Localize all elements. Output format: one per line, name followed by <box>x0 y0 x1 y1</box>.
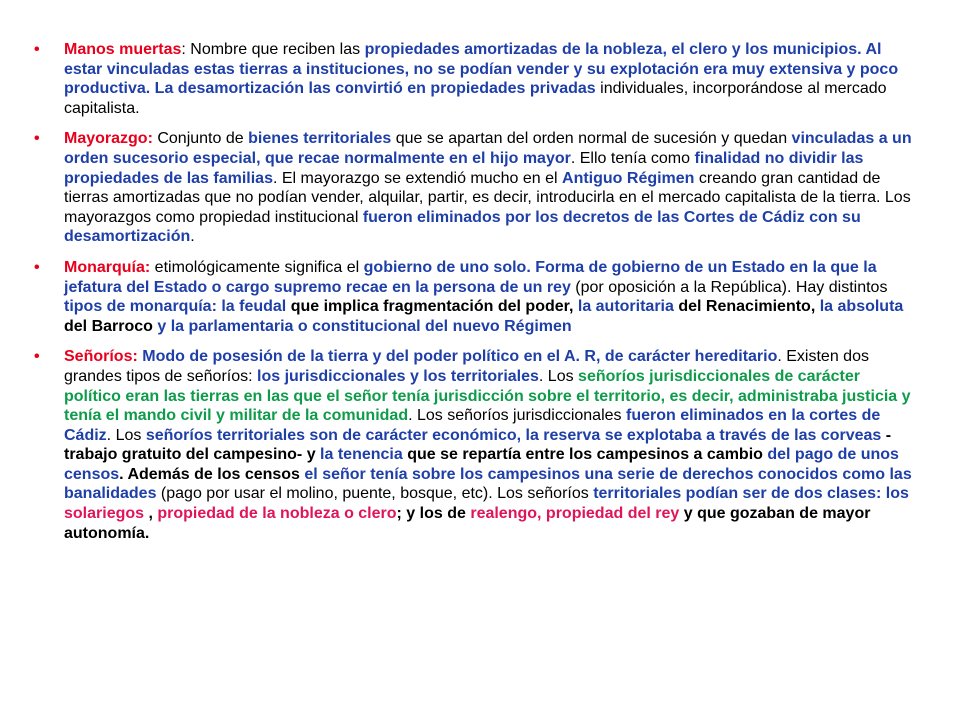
term-text-segment: bienes territoriales <box>248 130 392 148</box>
term-text-segment: realengo, propiedad del rey <box>465 505 680 523</box>
term-text-segment: Modo de posesión de la tierra y del poder político en el A. R, de carácter hereditario <box>137 348 778 366</box>
term-text-segment: finalidad no dividir las propiedades de las familias <box>64 149 864 187</box>
term-text-segment: creando gran cantidad de tierras amortizadas que no podían vender, alquilar, partir, es decir, introducirla en el mercado capitalista de la tierra. Los mayorazgos como propiedad institucional <box>64 169 911 226</box>
term-text-segment: Antiguo Régimen <box>562 169 695 187</box>
glossary-text <box>64 348 912 541</box>
term-text-segment: que se repartía entre los campesinos a cambio <box>402 446 763 464</box>
term-text-segment: . Los <box>106 426 146 444</box>
term-text-segment: del Barroco <box>64 317 153 335</box>
term-text-segment: la autoritaria <box>573 298 674 316</box>
term-text-segment: vinculadas a un orden sucesorio especial, que recae normalmente en el hijo mayor <box>64 130 912 167</box>
term-text-segment: . Los <box>538 367 579 385</box>
term-text-segment: . <box>190 228 195 246</box>
term-text-segment: . Existen dos grandes tipos de señoríos: <box>64 348 869 385</box>
term-text-segment: la absoluta <box>815 298 904 316</box>
term-text-segment: del Renacimiento, <box>673 298 816 316</box>
term-text-segment: . Ello tenía como <box>570 149 695 167</box>
term-text-segment: propiedad de la nobleza o clero <box>152 505 397 523</box>
term-text-segment: fueron eliminados en la cortes de Cádiz <box>64 407 881 444</box>
term-text-segment: - trabajo gratuito del campesino- y <box>64 426 892 464</box>
term-text-segment: que implica fragmentación del poder, <box>286 298 574 316</box>
term-text-segment: los jurisdiccionales y los territoriales <box>257 367 539 385</box>
glossary-text <box>64 259 903 335</box>
glossary-text <box>64 130 912 245</box>
term-heading: Manos muertas <box>64 41 182 58</box>
term-text-segment: gobierno de uno solo. Forma de gobierno de un Estado en la que la jefatura del Estado o cargo supremo recae en la persona de un rey <box>64 258 877 296</box>
glossary-item-manos-muertas <box>34 40 914 118</box>
term-text-segment: . El mayorazgo se extendió mucho en el <box>272 169 563 187</box>
term-text-segment: tipos de monarquía: la feudal <box>64 298 287 316</box>
term-text-segment: señoríos territoriales son de carácter económico, la reserva se explotaba a través de las corveas <box>145 426 882 444</box>
term-heading: Mayorazgo: <box>64 130 153 148</box>
bullet-icon: • <box>34 41 40 58</box>
glossary-text <box>64 41 898 117</box>
term-text-segment: etimológicamente significa el <box>150 258 364 276</box>
term-text-segment: (pago por usar el molino, puente, bosque, etc). Los señoríos <box>156 485 594 503</box>
term-text-segment: : Nombre que reciben las <box>181 41 365 58</box>
term-text-segment: y que gozaban de mayor autonomía. <box>64 505 871 542</box>
term-text-segment: . Los señoríos jurisdiccionales <box>408 407 626 425</box>
term-text-segment: , <box>144 505 153 523</box>
term-text-segment: la tenencia <box>315 446 403 464</box>
term-text-segment: . Además de los censos <box>119 465 300 483</box>
bullet-icon: • <box>34 348 40 366</box>
bullet-icon: • <box>34 258 40 276</box>
glossary-list <box>34 40 914 554</box>
term-text-segment: del pago de unos censos <box>64 446 899 483</box>
glossary-item-senorios <box>34 347 914 543</box>
term-text-segment: el señor tenía sobre los campesinos una serie de derechos conocidos como las banalidades <box>64 465 912 503</box>
term-text-segment: que se apartan del orden normal de sucesión y quedan <box>391 130 792 148</box>
term-text-segment: fueron eliminados por los decretos de las Cortes de Cádiz con su desamortización <box>64 208 861 246</box>
glossary-item-monarquia <box>34 258 914 336</box>
glossary-item-mayorazgo <box>34 129 914 247</box>
term-text-segment: (por oposición a la República). Hay distintos <box>570 278 888 296</box>
term-text-segment: ; y los de <box>396 505 466 523</box>
term-text-segment: territoriales podían ser de dos clases: los <box>593 485 909 503</box>
term-text-segment: solariegos <box>64 505 145 523</box>
term-text-segment: individuales, incorporándose al mercado capitalista. <box>64 80 887 117</box>
term-heading: Señoríos: <box>64 348 138 366</box>
bullet-icon: • <box>34 130 40 148</box>
term-text-segment: Conjunto de <box>152 130 249 148</box>
term-text-segment: y la parlamentaria o constitucional del nuevo Régimen <box>152 317 572 335</box>
term-text-segment: propiedades amortizadas de la nobleza, el clero y los municipios. Al estar vinculadas estas tierras a instituciones, no se podían vender y su explotación era muy extensiva y poco productiva. La desamortización las convirtió en propiedades privadas <box>64 41 899 98</box>
term-text-segment: señoríos jurisdiccionales de carácter político eran las tierras en las que el señor tenía jurisdicción sobre el territorio, es decir, administraba justicia y tenía el mando civil y militar de la comunidad <box>64 367 911 425</box>
term-heading: Monarquía: <box>64 258 151 276</box>
